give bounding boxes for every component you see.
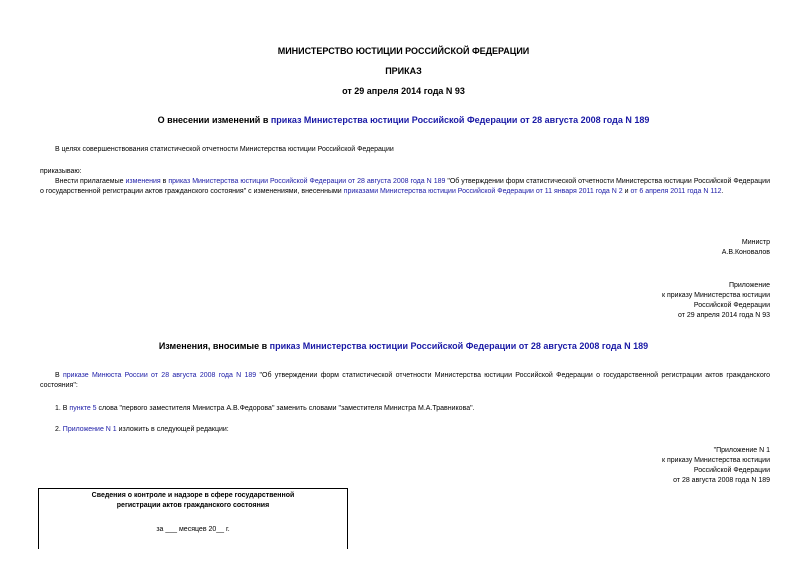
changes-text-1: В	[55, 372, 63, 379]
ministry-name: МИНИСТЕРСТВО ЮСТИЦИИ РОССИЙСКОЙ ФЕДЕРАЦИИ	[277, 46, 530, 56]
order-word: приказываю:	[40, 168, 82, 175]
link-point-5[interactable]: пункте 5	[69, 405, 97, 412]
link-appendix-1[interactable]: Приложение N 1	[62, 426, 117, 433]
body-text-1: Внести прилагаемые	[55, 178, 126, 185]
order-title-link[interactable]: приказ Министерства юстиции Российской Федерации от 28 августа 2008 года N 189	[270, 115, 650, 125]
signature-position: Министр	[741, 239, 770, 246]
appendix-header	[500, 281, 770, 321]
form-period: за ___ месяцев 20__ г.	[156, 526, 230, 533]
order-title-text: О внесении изменений в	[157, 115, 271, 125]
appendix-1-header	[500, 446, 770, 486]
link-order-189[interactable]: приказ Министерства юстиции Российской Федерации от 28 августа 2008 года N 189	[168, 178, 446, 185]
order-title	[0, 115, 807, 125]
appendix-line-1: Приложение	[728, 282, 770, 289]
link-order-112[interactable]: от 6 апреля 2011 года N 112	[630, 188, 722, 195]
signature-block	[500, 238, 770, 258]
changes-title	[0, 341, 807, 351]
body-paragraph	[40, 177, 770, 197]
item-1	[55, 404, 475, 414]
link-minjust-order[interactable]: приказе Минюста России от 28 августа 2008 года N 189	[63, 372, 257, 379]
appendix-line-2: к приказу Министерства юстиции	[661, 292, 770, 299]
appendix-line-3: Российской Федерации	[693, 302, 770, 309]
item-2-text-1: 2.	[55, 426, 63, 433]
appendix-1-line-2: к приказу Министерства юстиции	[661, 457, 770, 464]
body-text-5: .	[721, 188, 724, 195]
appendix-line-4: от 29 апреля 2014 года N 93	[677, 312, 770, 319]
appendix-1-line-3: Российской Федерации	[693, 467, 770, 474]
item-2-text-2: изложить в следующей редакции:	[116, 426, 229, 433]
changes-title-text: Изменения, вносимые в	[158, 341, 270, 351]
changes-text-2: "Об утверждении форм статистической отчетности Министерства юстиции Российской Федерации о государственной регистрации актов гражданского состояния":	[40, 372, 771, 389]
changes-title-link[interactable]: приказ Министерства юстиции Российской Федерации от 28 августа 2008 года N 189	[269, 341, 649, 351]
order-date: от 29 апреля 2014 года N 93	[342, 86, 465, 96]
form-title: Сведения о контроле и надзоре в сфере государственной регистрации актов гражданского состояния	[91, 492, 295, 509]
doc-type: ПРИКАЗ	[385, 66, 422, 76]
body-text-4: и	[622, 188, 631, 195]
appendix-1-line-1: "Приложение N 1	[713, 447, 770, 454]
item-1-text-2: слова "первого заместителя Министра А.В.Федорова" заменить словами "заместителя Министра М.А.Травникова".	[96, 405, 475, 412]
form-box	[38, 488, 348, 549]
body-text-3: "Об утверждении форм статистической отчетности Министерства юстиции Российской Федерации о государственной регистрации актов гражданского состояния" с изменениями, внесенными	[40, 178, 770, 195]
item-1-text-1: 1. В	[55, 405, 70, 412]
preamble: В целях совершенствования статистической отчетности Министерства юстиции Российской Федерации	[55, 146, 394, 153]
body-text-2: в	[160, 178, 169, 185]
signature-name: А.В.Коновалов	[721, 249, 770, 256]
item-2	[55, 425, 229, 435]
appendix-1-line-4: от 28 августа 2008 года N 189	[673, 477, 770, 484]
changes-paragraph	[40, 371, 770, 391]
link-order-2[interactable]: приказами Министерства юстиции Российской Федерации от 11 января 2011 года N 2	[343, 188, 623, 195]
link-changes[interactable]: изменения	[125, 178, 161, 185]
